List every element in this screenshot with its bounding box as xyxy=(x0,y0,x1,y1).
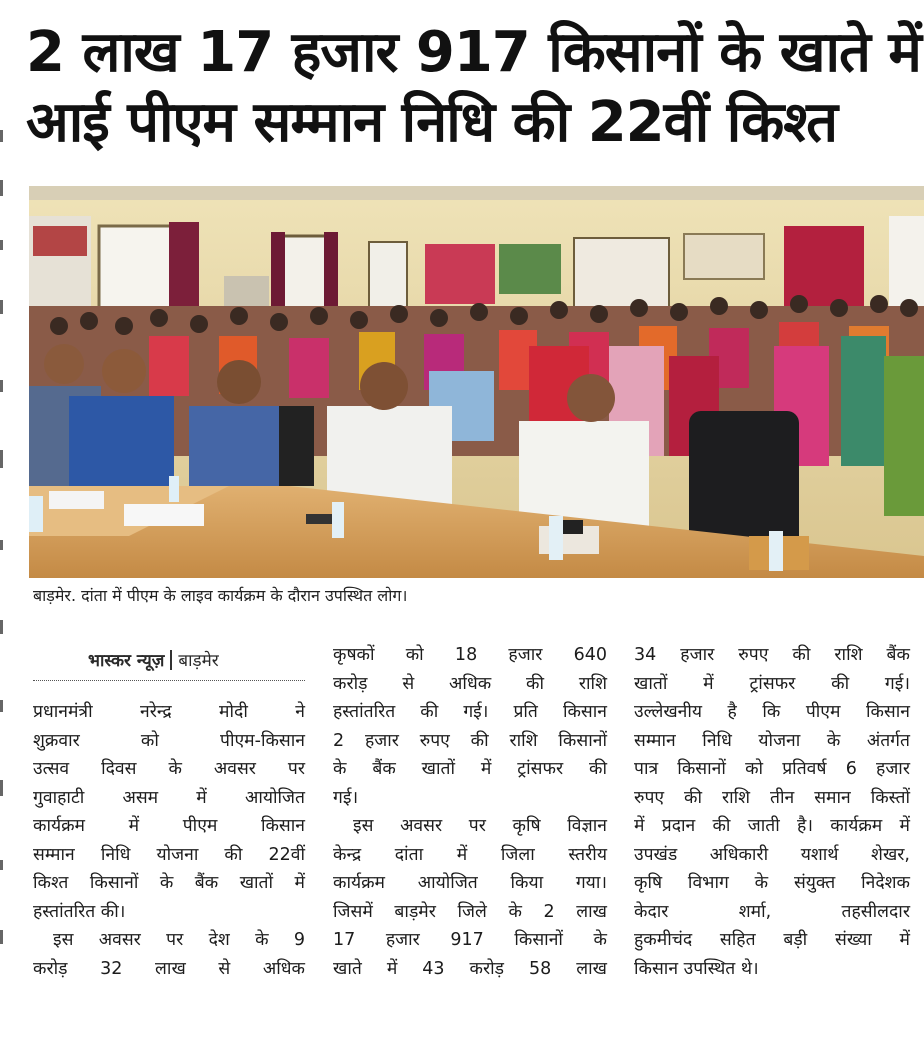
col3-line: खातों में ट्रांसफर की गई। xyxy=(634,673,910,694)
col2-line: जिसमें बाड़मेर जिले के 2 लाख xyxy=(333,901,607,922)
col3-line: सम्मान निधि योजना के अंतर्गत xyxy=(634,730,910,751)
col2-line: 17 हजार 917 किसानों के xyxy=(333,930,607,950)
col1-line: सम्मान निधि योजना की 22वीं xyxy=(33,844,305,865)
byline-city: बाड़मेर xyxy=(178,651,219,671)
col1-line: गुवाहाटी असम में आयोजित xyxy=(33,787,305,808)
col2-line: करोड़ से अधिक की राशि xyxy=(333,673,607,694)
byline xyxy=(88,648,219,671)
col1-line: प्रधानमंत्री नरेन्द्र मोदी ने xyxy=(33,702,305,722)
article-column-3 xyxy=(634,641,910,983)
page-edge-bleed xyxy=(0,120,5,980)
col2-line: केन्द्र दांता में जिला स्तरीय xyxy=(333,844,607,865)
col2-line: इस अवसर पर कृषि विज्ञान xyxy=(353,816,607,836)
col2-line: कार्यक्रम आयोजित किया गया। xyxy=(333,873,607,893)
article-column-1 xyxy=(33,698,305,983)
col3-line: रुपए की राशि तीन समान किस्तों xyxy=(634,787,910,808)
photo-caption: बाड़मेर. दांता में पीएम के लाइव कार्यक्रम के दौरान उपस्थित लोग। xyxy=(33,586,408,605)
col2-line: गई। xyxy=(333,787,359,808)
event-hall-photo xyxy=(29,186,924,578)
col2-line: कृषकों को 18 हजार 640 xyxy=(333,645,607,665)
headline-line-2: आई पीएम सम्मान निधि की 22वीं किश्त xyxy=(26,90,837,155)
news-photo xyxy=(29,186,924,578)
col3-line: उपखंड अधिकारी यशार्थ शेखर, xyxy=(634,844,910,865)
col2-line: खाते में 43 करोड़ 58 लाख xyxy=(333,958,607,979)
col3-line: 34 हजार रुपए की राशि बैंक xyxy=(634,645,910,665)
col1-line: शुक्रवार को पीएम-किसान xyxy=(33,730,305,751)
headline-line-1: 2 लाख 17 हजार 917 किसानों के खाते में xyxy=(26,20,921,85)
col1-line: करोड़ 32 लाख से अधिक xyxy=(33,958,305,979)
col2-line: 2 हजार रुपए की राशि किसानों xyxy=(333,730,607,751)
byline-rule xyxy=(33,680,305,681)
edge-marks xyxy=(0,120,5,980)
col3-line: हुकमीचंद सहित बड़ी संख्या में xyxy=(634,930,910,950)
col2-line: के बैंक खातों में ट्रांसफर की xyxy=(333,759,607,779)
col2-line: हस्तांतरित की गई। प्रति किसान xyxy=(333,702,607,722)
col3-line: केदार शर्मा, तहसीलदार xyxy=(634,901,910,922)
col1-line: इस अवसर पर देश के 9 xyxy=(53,930,305,950)
col3-line: पात्र किसानों को प्रतिवर्ष 6 हजार xyxy=(634,759,910,779)
headline xyxy=(26,18,921,158)
col1-line: किश्त किसानों के बैंक खातों में xyxy=(33,873,305,893)
article-column-2 xyxy=(333,641,607,983)
col3-line: उल्लेखनीय है कि पीएम किसान xyxy=(634,702,910,722)
col1-line: उत्सव दिवस के अवसर पर xyxy=(33,759,305,779)
col3-line: में प्रदान की जाती है। कार्यक्रम में xyxy=(634,816,910,836)
byline-separator xyxy=(170,650,172,670)
col3-line: किसान उपस्थित थे। xyxy=(634,958,759,979)
col1-line: हस्तांतरित की। xyxy=(33,901,126,922)
col3-line: कृषि विभाग के संयुक्त निदेशक xyxy=(634,873,910,893)
col1-line: कार्यक्रम में पीएम किसान xyxy=(33,816,305,836)
byline-source: भास्कर न्यूज़ xyxy=(88,651,165,671)
